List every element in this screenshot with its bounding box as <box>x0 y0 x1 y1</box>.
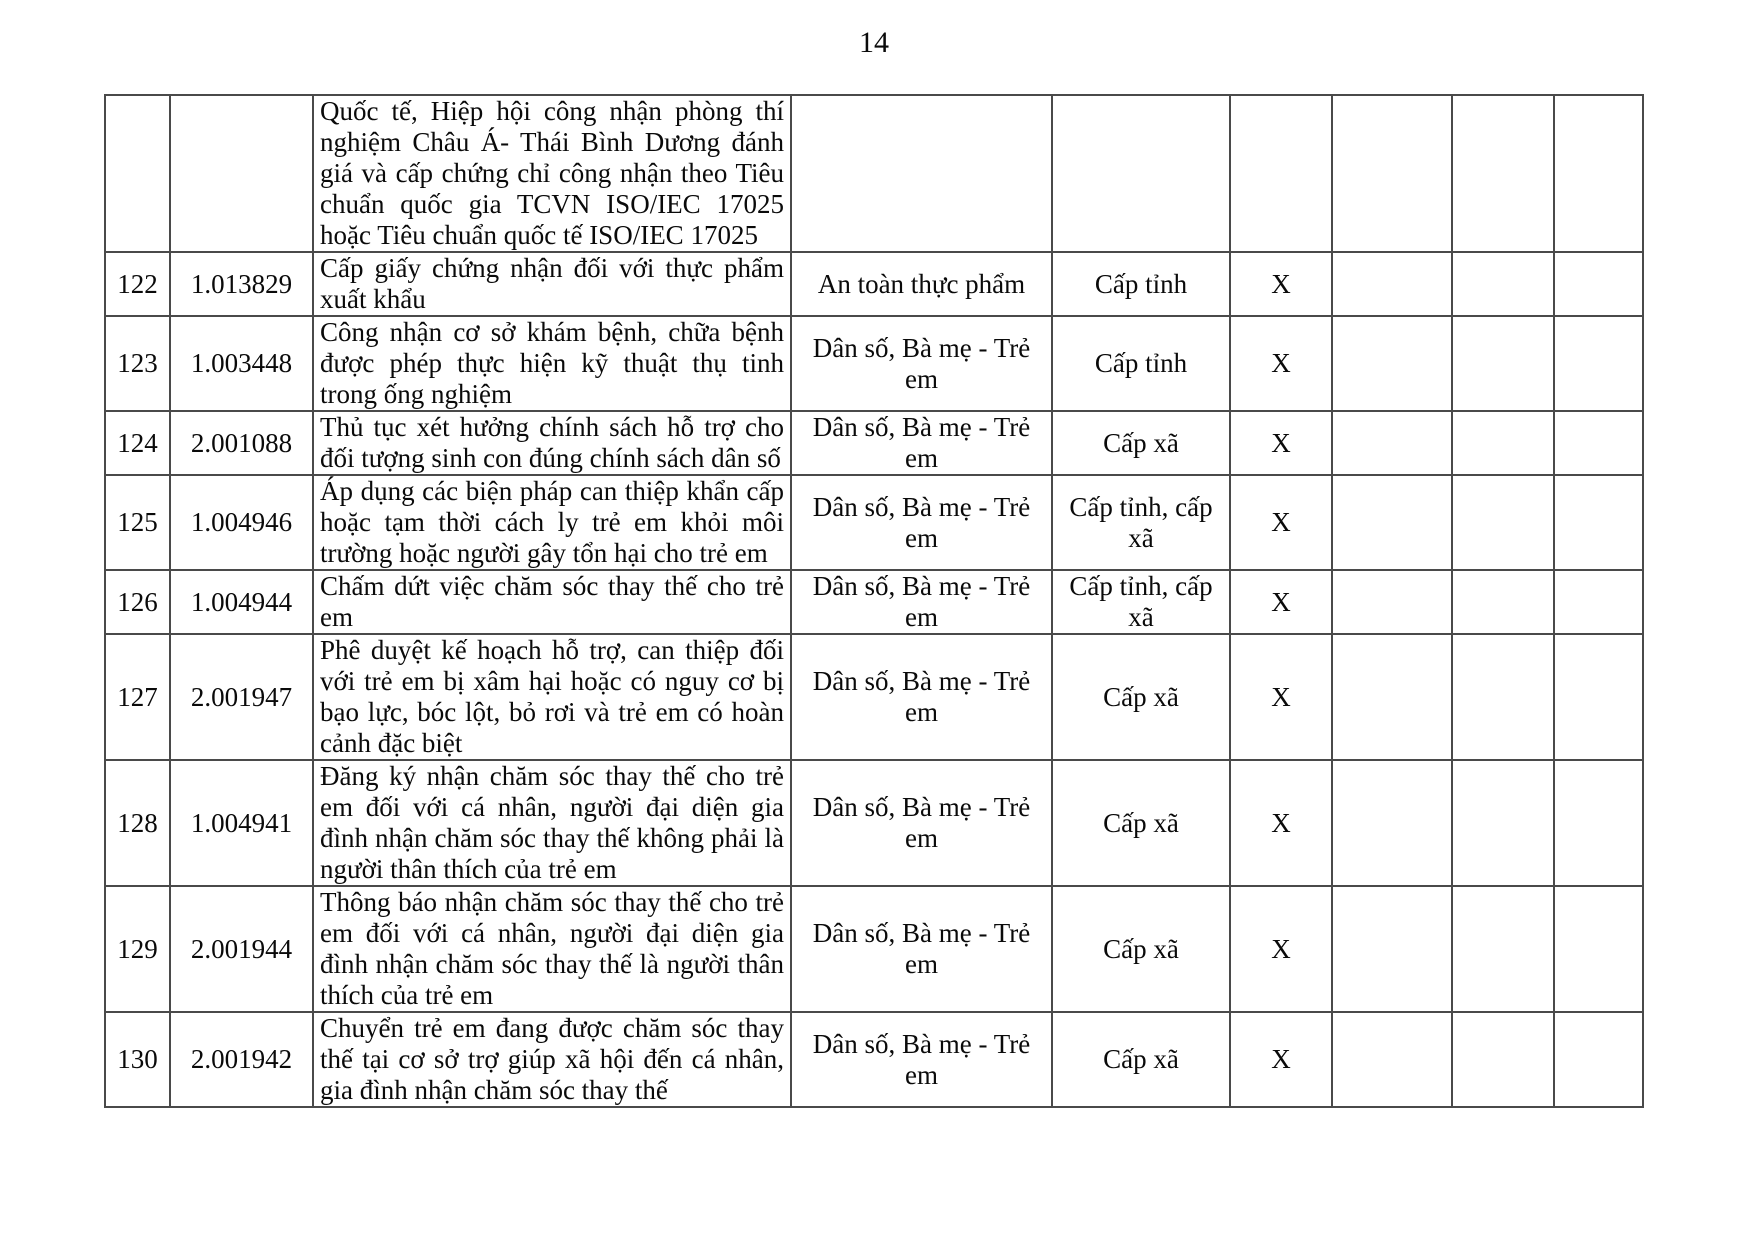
cell-procedure-code: 1.003448 <box>170 316 313 411</box>
table-row <box>105 760 1643 886</box>
cell-extra-2 <box>1452 634 1554 760</box>
cell-level: Cấp xã <box>1052 760 1230 886</box>
cell-extra-2 <box>1452 316 1554 411</box>
cell-category <box>791 95 1052 252</box>
cell-extra-2 <box>1452 886 1554 1012</box>
table-row <box>105 570 1643 634</box>
cell-procedure-name: Đăng ký nhận chăm sóc thay thế cho trẻ em đối với cá nhân, người đại diện gia đình nhận chăm sóc thay thế không phải là người thân thích của trẻ em <box>313 760 791 886</box>
cell-level: Cấp tỉnh <box>1052 316 1230 411</box>
cell-mark: X <box>1230 760 1332 886</box>
cell-procedure-name: Cấp giấy chứng nhận đối với thực phẩm xuất khẩu <box>313 252 791 316</box>
cell-level: Cấp xã <box>1052 411 1230 475</box>
cell-procedure-name: Chấm dứt việc chăm sóc thay thế cho trẻ em <box>313 570 791 634</box>
cell-stt: 123 <box>105 316 170 411</box>
cell-procedure-name: Thủ tục xét hưởng chính sách hỗ trợ cho đối tượng sinh con đúng chính sách dân số <box>313 411 791 475</box>
cell-mark: X <box>1230 475 1332 570</box>
cell-extra-3 <box>1554 252 1643 316</box>
cell-extra-3 <box>1554 634 1643 760</box>
table-row <box>105 411 1643 475</box>
cell-extra-1 <box>1332 316 1452 411</box>
cell-category: Dân số, Bà mẹ - Trẻ em <box>791 760 1052 886</box>
cell-extra-1 <box>1332 634 1452 760</box>
table-row <box>105 252 1643 316</box>
cell-category: Dân số, Bà mẹ - Trẻ em <box>791 1012 1052 1107</box>
cell-procedure-code: 1.013829 <box>170 252 313 316</box>
cell-extra-2 <box>1452 760 1554 886</box>
cell-extra-3 <box>1554 316 1643 411</box>
cell-procedure-code: 2.001944 <box>170 886 313 1012</box>
cell-level: Cấp tỉnh <box>1052 252 1230 316</box>
cell-level: Cấp xã <box>1052 886 1230 1012</box>
cell-mark: X <box>1230 634 1332 760</box>
cell-extra-3 <box>1554 95 1643 252</box>
cell-extra-1 <box>1332 886 1452 1012</box>
cell-extra-1 <box>1332 475 1452 570</box>
table-row <box>105 1012 1643 1107</box>
table-row <box>105 95 1643 252</box>
cell-extra-2 <box>1452 1012 1554 1107</box>
table-body <box>105 95 1643 1107</box>
cell-extra-2 <box>1452 95 1554 252</box>
cell-procedure-code: 1.004941 <box>170 760 313 886</box>
cell-mark: X <box>1230 886 1332 1012</box>
cell-stt: 127 <box>105 634 170 760</box>
cell-procedure-name: Chuyển trẻ em đang được chăm sóc thay thế tại cơ sở trợ giúp xã hội đến cá nhân, gia đình nhận chăm sóc thay thế <box>313 1012 791 1107</box>
cell-extra-1 <box>1332 570 1452 634</box>
cell-category: Dân số, Bà mẹ - Trẻ em <box>791 411 1052 475</box>
cell-level: Cấp xã <box>1052 1012 1230 1107</box>
cell-extra-1 <box>1332 252 1452 316</box>
cell-procedure-code <box>170 95 313 252</box>
cell-stt: 124 <box>105 411 170 475</box>
cell-extra-1 <box>1332 1012 1452 1107</box>
cell-extra-3 <box>1554 886 1643 1012</box>
cell-procedure-name: Thông báo nhận chăm sóc thay thế cho trẻ em đối với cá nhân, người đại diện gia đình nhận chăm sóc thay thế là người thân thích của trẻ em <box>313 886 791 1012</box>
cell-mark: X <box>1230 1012 1332 1107</box>
cell-extra-2 <box>1452 475 1554 570</box>
cell-procedure-code: 2.001088 <box>170 411 313 475</box>
procedures-table <box>104 94 1644 1108</box>
cell-extra-2 <box>1452 570 1554 634</box>
table-row <box>105 886 1643 1012</box>
cell-procedure-name: Áp dụng các biện pháp can thiệp khẩn cấp hoặc tạm thời cách ly trẻ em khỏi môi trường hoặc người gây tổn hại cho trẻ em <box>313 475 791 570</box>
cell-mark: X <box>1230 316 1332 411</box>
table-row <box>105 316 1643 411</box>
cell-procedure-code: 1.004946 <box>170 475 313 570</box>
cell-procedure-code: 1.004944 <box>170 570 313 634</box>
table-row <box>105 475 1643 570</box>
cell-stt: 128 <box>105 760 170 886</box>
cell-extra-2 <box>1452 411 1554 475</box>
cell-extra-3 <box>1554 1012 1643 1107</box>
page-number: 14 <box>859 26 889 59</box>
cell-stt: 129 <box>105 886 170 1012</box>
cell-category: Dân số, Bà mẹ - Trẻ em <box>791 886 1052 1012</box>
cell-stt: 122 <box>105 252 170 316</box>
cell-procedure-name: Quốc tế, Hiệp hội công nhận phòng thí nghiệm Châu Á- Thái Bình Dương đánh giá và cấp chứng chỉ công nhận theo Tiêu chuẩn quốc gia TCVN ISO/IEC 17025 hoặc Tiêu chuẩn quốc tế ISO/IEC 17025 <box>313 95 791 252</box>
cell-extra-3 <box>1554 760 1643 886</box>
cell-level: Cấp tỉnh, cấp xã <box>1052 475 1230 570</box>
cell-stt: 126 <box>105 570 170 634</box>
cell-extra-3 <box>1554 570 1643 634</box>
cell-category: Dân số, Bà mẹ - Trẻ em <box>791 475 1052 570</box>
cell-extra-3 <box>1554 411 1643 475</box>
cell-extra-1 <box>1332 411 1452 475</box>
cell-level: Cấp xã <box>1052 634 1230 760</box>
cell-procedure-code: 2.001947 <box>170 634 313 760</box>
cell-extra-2 <box>1452 252 1554 316</box>
table-row <box>105 634 1643 760</box>
cell-category: Dân số, Bà mẹ - Trẻ em <box>791 316 1052 411</box>
cell-mark <box>1230 95 1332 252</box>
cell-extra-1 <box>1332 760 1452 886</box>
cell-mark: X <box>1230 411 1332 475</box>
cell-stt: 125 <box>105 475 170 570</box>
cell-level <box>1052 95 1230 252</box>
cell-stt: 130 <box>105 1012 170 1107</box>
cell-procedure-code: 2.001942 <box>170 1012 313 1107</box>
cell-procedure-name: Phê duyệt kế hoạch hỗ trợ, can thiệp đối với trẻ em bị xâm hại hoặc có nguy cơ bị bạo lực, bóc lột, bỏ rơi và trẻ em có hoàn cảnh đặc biệt <box>313 634 791 760</box>
cell-category: Dân số, Bà mẹ - Trẻ em <box>791 570 1052 634</box>
cell-mark: X <box>1230 252 1332 316</box>
cell-category: Dân số, Bà mẹ - Trẻ em <box>791 634 1052 760</box>
cell-extra-1 <box>1332 95 1452 252</box>
cell-mark: X <box>1230 570 1332 634</box>
cell-stt <box>105 95 170 252</box>
cell-extra-3 <box>1554 475 1643 570</box>
cell-level: Cấp tỉnh, cấp xã <box>1052 570 1230 634</box>
cell-procedure-name: Công nhận cơ sở khám bệnh, chữa bệnh được phép thực hiện kỹ thuật thụ tinh trong ống nghiệm <box>313 316 791 411</box>
cell-category: An toàn thực phẩm <box>791 252 1052 316</box>
